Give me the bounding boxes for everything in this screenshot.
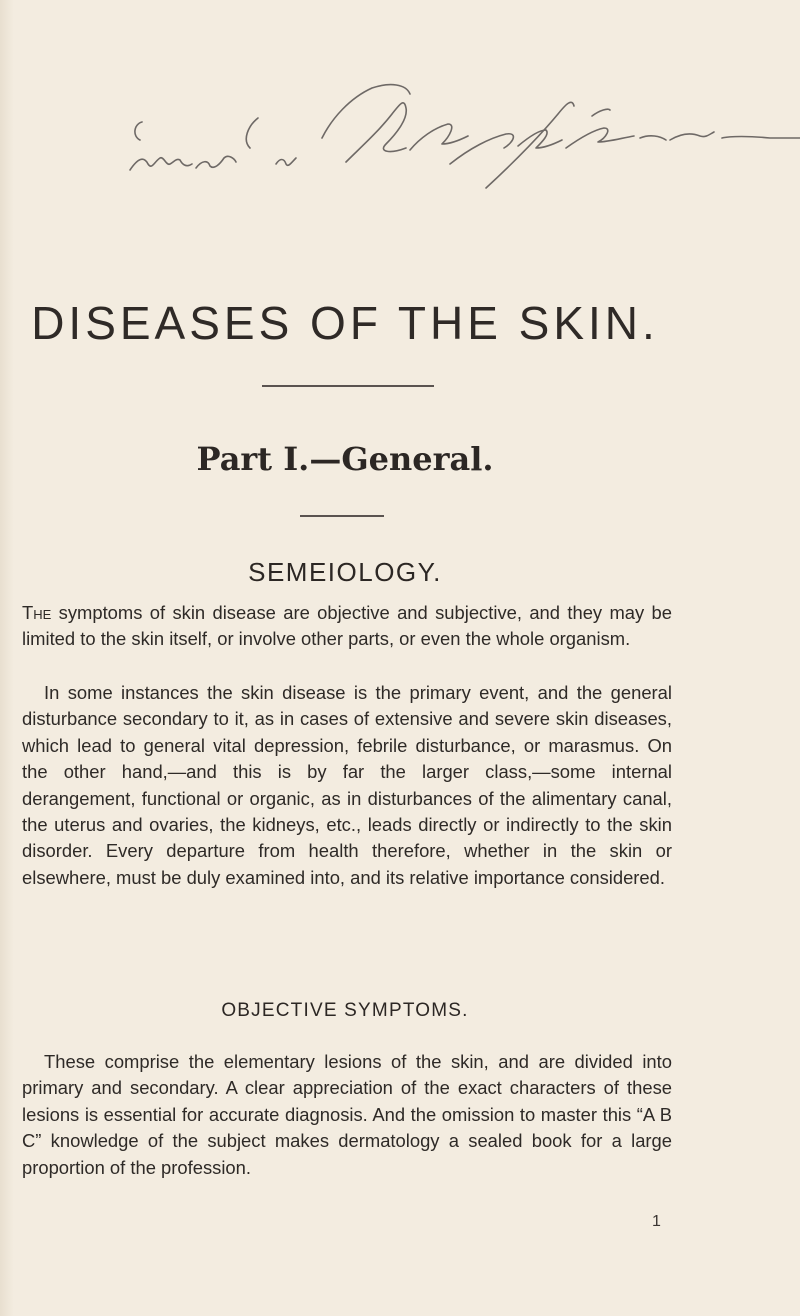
paragraph-objective-symptoms: These comprise the elementary lesions of the skin, and are divided into primary and secondary. A clear appreciation of the exact characters of these lesions is essential for accurate diagnosis. And the omission to master this “A B C” knowledge of the subject makes dermatology a sealed book for a large proportion of the profession.	[22, 1051, 672, 1178]
part-divider	[300, 515, 384, 517]
section-heading: SEMEIOLOGY.	[248, 557, 442, 587]
part-heading: Part I.—General.	[196, 440, 494, 478]
page-number: 1	[652, 1213, 661, 1230]
paragraph-intro-first-word: The	[22, 602, 52, 623]
paragraph-intro	[22, 600, 672, 653]
objective-symptoms-heading: OBJECTIVE SYMPTOMS.	[221, 1000, 469, 1021]
paragraph-primary-event: In some instances the skin disease is the primary event, and the general disturbance secondary to it, as in cases of extensive and severe skin diseases, which lead to general vital depression, febrile disturbance, or marasmus. On the other hand,—and this is by far the larger class,—some internal derangement, functional or organic, as in disturbances of the alimentary canal, the uterus and ovaries, the kidneys, etc., leads directly or indirectly to the skin disorder. Every departure from health therefore, whether in the skin or elsewhere, must be duly examined into, and its relative importance considered.	[22, 682, 672, 888]
page-edge-shadow	[0, 0, 14, 1316]
paragraph-intro-text: symptoms of skin disease are objective and subjective, and they may be limited to the skin itself, or involve other parts, or even the whole organism.	[22, 602, 672, 650]
handwritten-signature	[110, 78, 800, 208]
book-title: DISEASES OF THE SKIN.	[31, 297, 659, 349]
title-divider	[262, 385, 434, 387]
